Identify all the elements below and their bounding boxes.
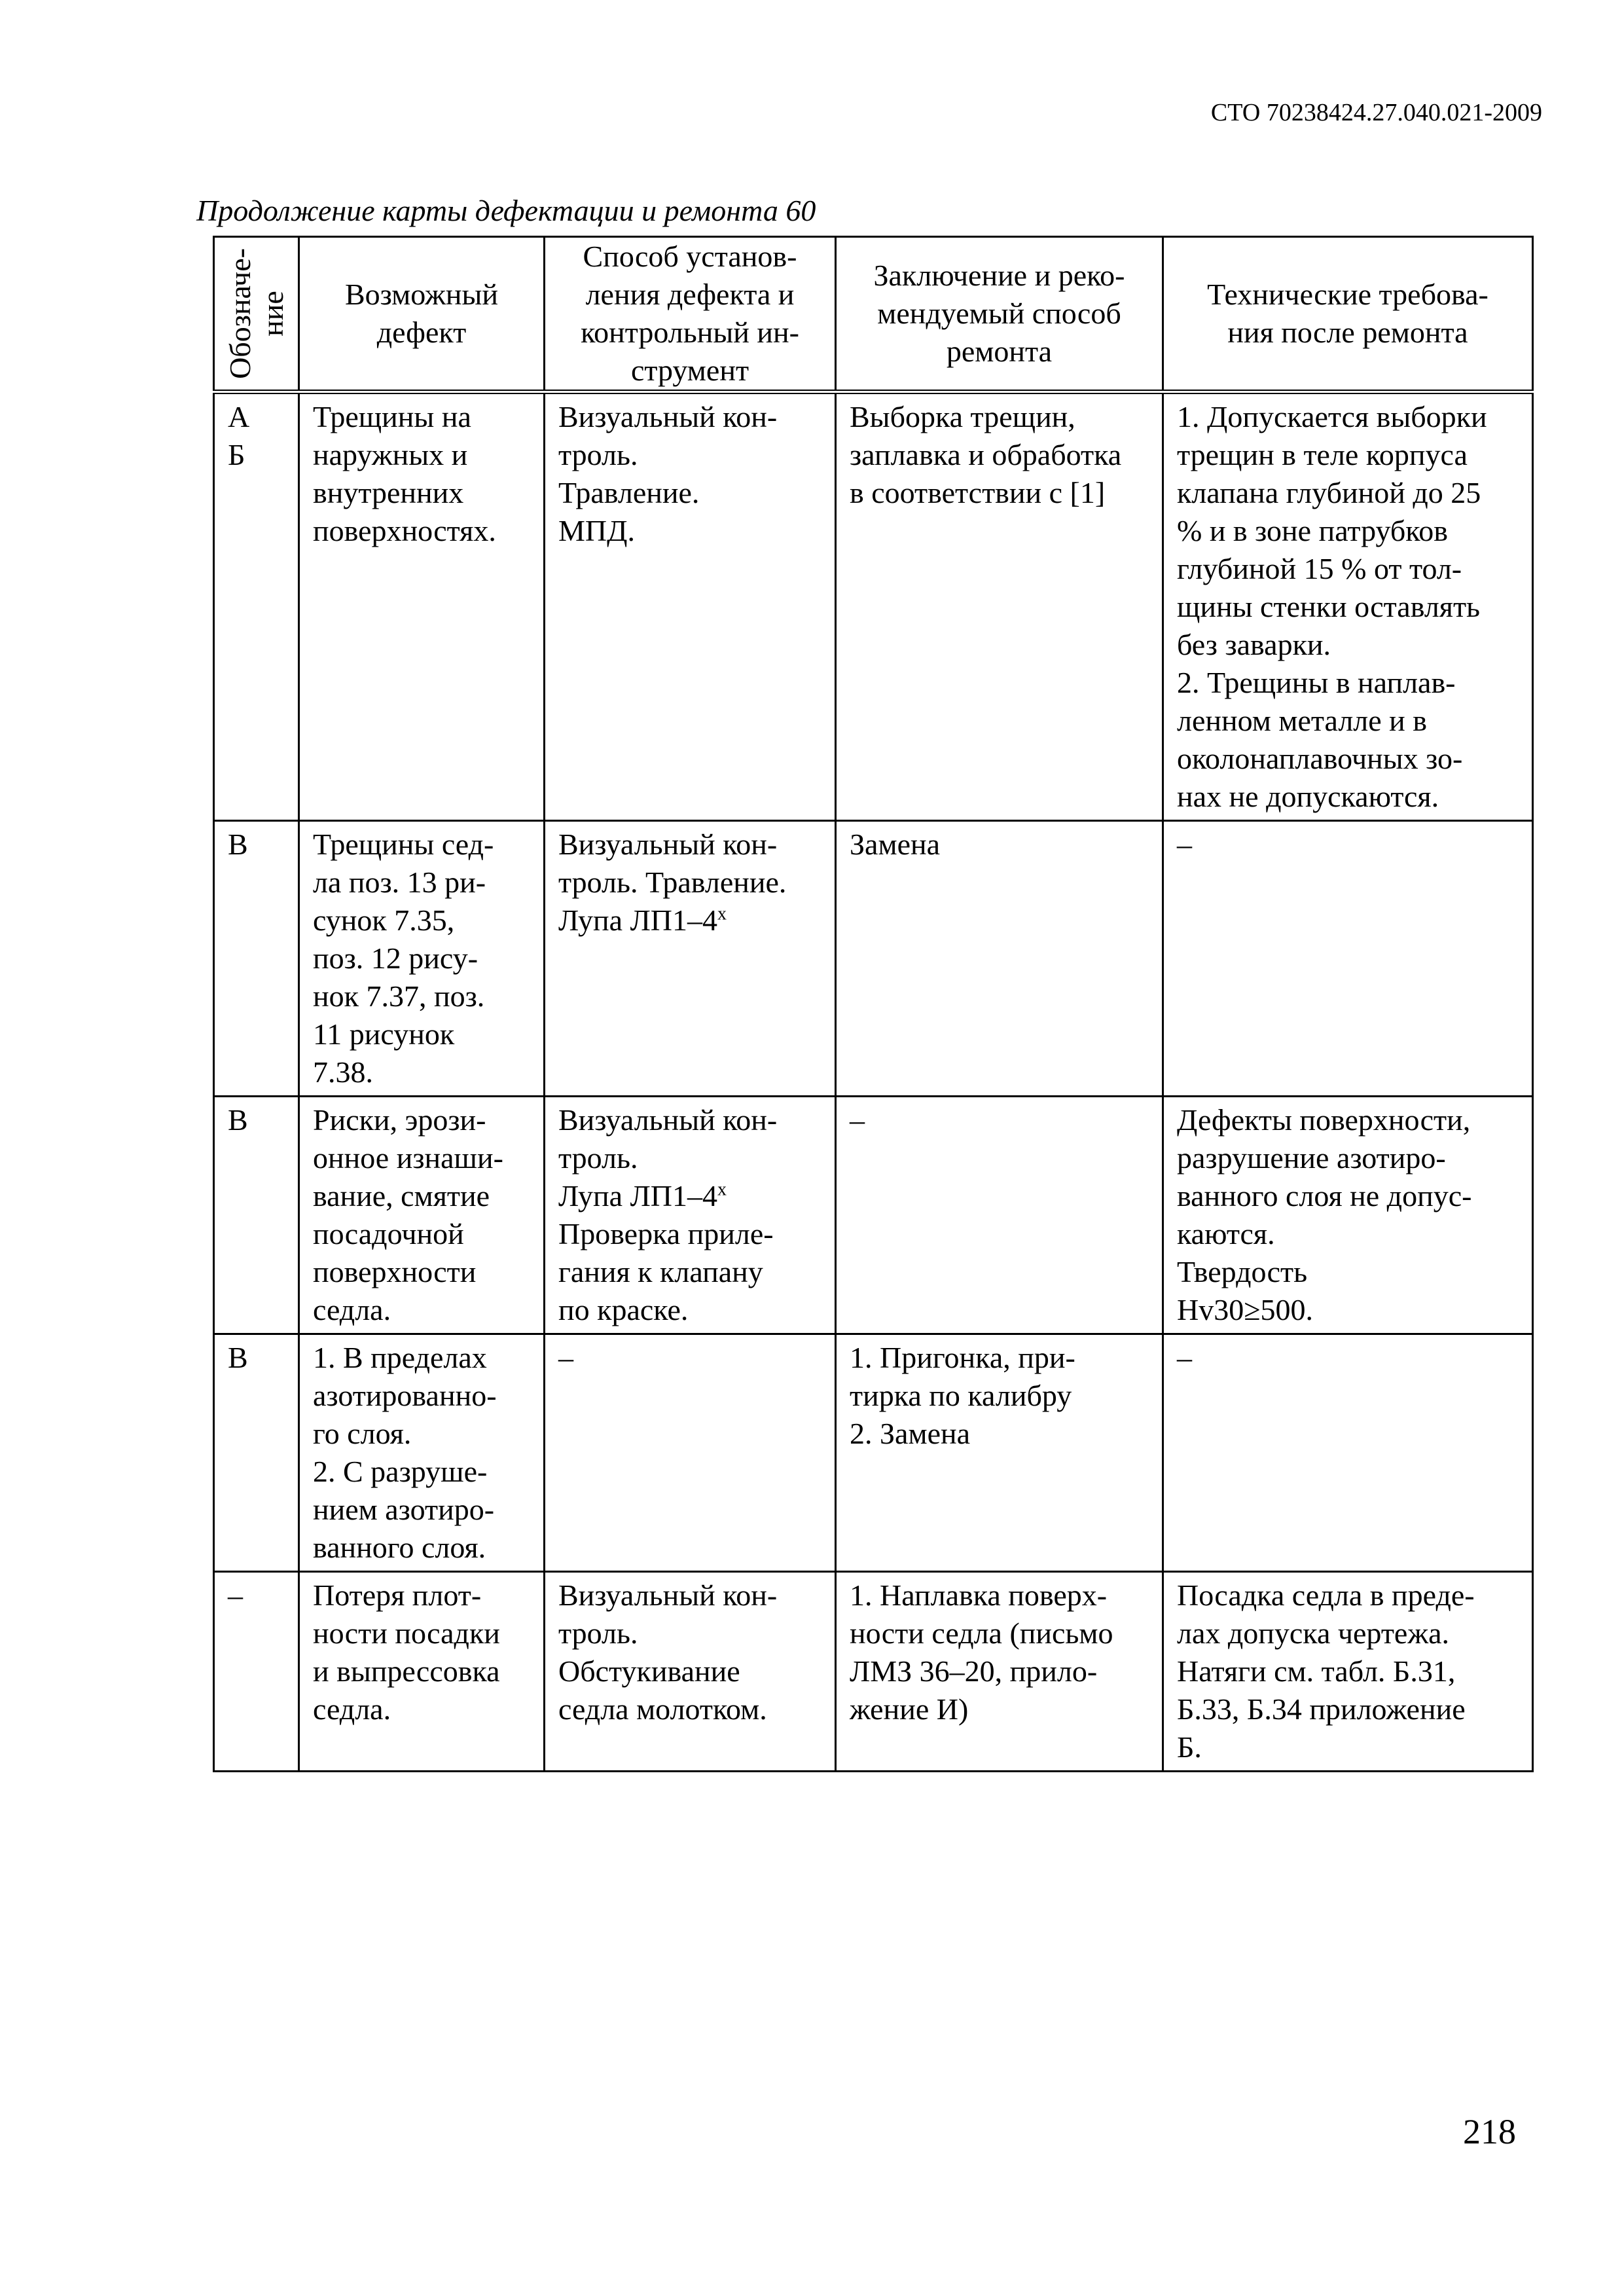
- table-caption: Продолжение карты дефектации и ремонта 60: [196, 194, 816, 227]
- table-row: [214, 821, 1533, 1097]
- lupa-label: Лупа ЛП1–4: [558, 903, 718, 937]
- cell-conclusion: [836, 392, 1163, 821]
- page-number: 218: [1463, 2112, 1516, 2151]
- header-line: Технические требова-: [1207, 278, 1489, 311]
- cell-line: [558, 902, 821, 939]
- cell-line: ности посадки: [313, 1616, 500, 1650]
- table-header-row: [214, 237, 1533, 392]
- cell-line: 2. Замена: [850, 1417, 971, 1450]
- cell-line: онное изнаши-: [313, 1141, 503, 1175]
- cell-line: Твердость: [1177, 1255, 1308, 1288]
- table-row: [214, 392, 1533, 821]
- cell-line: Замена: [850, 828, 941, 861]
- cell-designation: [214, 1572, 299, 1772]
- cell-line: % и в зоне патрубков: [1177, 514, 1449, 547]
- cell-designation: [214, 1334, 299, 1572]
- cell-line: В: [228, 1103, 248, 1137]
- cell-line: наружных и: [313, 438, 468, 471]
- cell-requirements: [1163, 1097, 1533, 1334]
- cell-defect: [299, 1097, 545, 1334]
- cell-line: каются.: [1177, 1217, 1275, 1250]
- defect-repair-table: [213, 236, 1534, 1772]
- cell-line: ванного слоя не допус-: [1177, 1179, 1472, 1212]
- cell-line: щины стенки оставлять: [1177, 590, 1481, 623]
- cell-line: Проверка приле-: [558, 1217, 774, 1250]
- header-line: Заключение и реко-: [873, 259, 1125, 292]
- cell-line: Обстукивание: [558, 1654, 740, 1688]
- cell-line: Потеря плот-: [313, 1578, 482, 1612]
- cell-line: лах допуска чертежа.: [1177, 1616, 1450, 1650]
- cell-line: седла.: [313, 1293, 391, 1326]
- cell-line: седла.: [313, 1692, 391, 1726]
- cell-line: разрушение азотиро-: [1177, 1141, 1446, 1175]
- superscript: х: [717, 1179, 727, 1200]
- cell-line: в соответствии с [1]: [850, 476, 1106, 509]
- cell-line: Травление.: [558, 476, 700, 509]
- cell-method: [545, 392, 836, 821]
- header-method: [545, 237, 836, 392]
- cell-conclusion: [836, 1334, 1163, 1572]
- cell-line: и выпрессовка: [313, 1654, 500, 1688]
- cell-line: без заварки.: [1177, 628, 1331, 661]
- cell-line: 1. В пределах: [313, 1341, 487, 1374]
- cell-line: 1. Пригонка, при-: [850, 1341, 1075, 1374]
- table-row: [214, 1097, 1533, 1334]
- cell-line: гания к клапану: [558, 1255, 763, 1288]
- cell-line: поверхности: [313, 1255, 477, 1288]
- cell-line: нием азотиро-: [313, 1493, 495, 1526]
- header-line: мендуемый способ: [877, 297, 1121, 330]
- cell-line: Трещины сед-: [313, 828, 494, 861]
- cell-line: по краске.: [558, 1293, 689, 1326]
- cell-requirements: [1163, 821, 1533, 1097]
- header-line: ления дефекта и: [585, 278, 795, 311]
- cell-line: ности седла (письмо: [850, 1616, 1113, 1650]
- cell-requirements: [1163, 1572, 1533, 1772]
- cell-line: нок 7.37, поз.: [313, 979, 485, 1013]
- cell-line: Визуальный кон-: [558, 1103, 778, 1137]
- cell-line: Визуальный кон-: [558, 1578, 778, 1612]
- cell-defect: [299, 821, 545, 1097]
- cell-line: Дефекты поверхности,: [1177, 1103, 1471, 1137]
- header-line: ния после ремонта: [1227, 316, 1468, 349]
- cell-line: ла поз. 13 ри-: [313, 866, 486, 899]
- cell-line: Б: [228, 438, 245, 471]
- cell-line: околонаплавочных зо-: [1177, 742, 1463, 775]
- cell-conclusion: [836, 1097, 1163, 1334]
- cell-line: –: [228, 1578, 243, 1612]
- cell-method: [545, 1334, 836, 1572]
- cell-line: Б.33, Б.34 приложение: [1177, 1692, 1466, 1726]
- cell-line: 11 рисунок: [313, 1017, 455, 1051]
- header-designation: [214, 237, 299, 392]
- cell-line: Трещины на: [313, 400, 471, 433]
- document-code: СТО 70238424.27.040.021-2009: [1210, 99, 1542, 126]
- cell-line: заплавка и обработка: [850, 438, 1122, 471]
- header-line: Обозначе-: [223, 248, 257, 379]
- cell-line: седла молотком.: [558, 1692, 767, 1726]
- cell-method: [545, 1097, 836, 1334]
- cell-line: [558, 1177, 821, 1215]
- cell-line: А: [228, 400, 250, 433]
- cell-method: [545, 821, 836, 1097]
- cell-line: внутренних: [313, 476, 464, 509]
- header-line: ние: [255, 291, 289, 337]
- cell-line: вание, смятие: [313, 1179, 490, 1212]
- cell-line: Выборка трещин,: [850, 400, 1075, 433]
- cell-line: тирка по калибру: [850, 1379, 1072, 1412]
- cell-line: Б.: [1177, 1730, 1202, 1764]
- cell-line: азотированно-: [313, 1379, 497, 1412]
- cell-line: клапана глубиной до 25: [1177, 476, 1481, 509]
- cell-line: –: [558, 1341, 573, 1374]
- cell-line: троль.: [558, 1616, 638, 1650]
- cell-line: –: [1177, 1341, 1192, 1374]
- cell-line: троль. Травление.: [558, 866, 787, 899]
- cell-line: Визуальный кон-: [558, 400, 778, 433]
- cell-line: 1. Допускается выборки: [1177, 400, 1487, 433]
- cell-line: ЛМЗ 36–20, прило-: [850, 1654, 1098, 1688]
- header-defect: [299, 237, 545, 392]
- cell-defect: [299, 1572, 545, 1772]
- cell-method: [545, 1572, 836, 1772]
- cell-line: поверхностях.: [313, 514, 496, 547]
- cell-line: Визуальный кон-: [558, 828, 778, 861]
- cell-line: В: [228, 828, 248, 861]
- cell-line: ванного слоя.: [313, 1531, 486, 1564]
- header-line: струмент: [630, 354, 749, 387]
- table-row: [214, 1334, 1533, 1572]
- cell-requirements: [1163, 392, 1533, 821]
- superscript: х: [717, 903, 727, 924]
- header-line: дефект: [376, 316, 467, 349]
- cell-line: В: [228, 1341, 248, 1374]
- cell-line: –: [1177, 828, 1192, 861]
- cell-line: троль.: [558, 1141, 638, 1175]
- cell-line: троль.: [558, 438, 638, 471]
- cell-designation: [214, 392, 299, 821]
- cell-line: поз. 12 рису-: [313, 941, 478, 975]
- cell-line: трещин в теле корпуса: [1177, 438, 1468, 471]
- cell-defect: [299, 1334, 545, 1572]
- header-line: Способ установ-: [583, 240, 797, 273]
- defect-table-wrapper: [213, 236, 1532, 1772]
- table-row: [214, 1572, 1533, 1772]
- cell-line: жение И): [850, 1692, 969, 1726]
- cell-line: го слоя.: [313, 1417, 412, 1450]
- cell-line: нах не допускаются.: [1177, 780, 1439, 813]
- cell-line: 1. Наплавка поверх-: [850, 1578, 1108, 1612]
- cell-conclusion: [836, 821, 1163, 1097]
- cell-line: МПД.: [558, 514, 635, 547]
- cell-line: посадочной: [313, 1217, 464, 1250]
- header-conclusion: [836, 237, 1163, 392]
- cell-line: ленном металле и в: [1177, 704, 1428, 737]
- header-requirements: [1163, 237, 1533, 392]
- header-line: ремонта: [946, 335, 1053, 368]
- cell-line: Натяги см. табл. Б.31,: [1177, 1654, 1456, 1688]
- header-line: Возможный: [344, 278, 499, 311]
- cell-line: Посадка седла в преде-: [1177, 1578, 1475, 1612]
- cell-line: –: [850, 1103, 865, 1137]
- cell-line: 7.38.: [313, 1055, 373, 1089]
- lupa-label: Лупа ЛП1–4: [558, 1179, 718, 1212]
- cell-conclusion: [836, 1572, 1163, 1772]
- header-line: контрольный ин-: [581, 316, 799, 349]
- cell-designation: [214, 1097, 299, 1334]
- cell-requirements: [1163, 1334, 1533, 1572]
- cell-line: Hv30≥500.: [1177, 1293, 1313, 1326]
- cell-line: 2. Трещины в наплав-: [1177, 666, 1456, 699]
- cell-line: Риски, эрози-: [313, 1103, 486, 1137]
- cell-designation: [214, 821, 299, 1097]
- cell-line: сунок 7.35,: [313, 903, 455, 937]
- cell-line: глубиной 15 % от тол-: [1177, 552, 1462, 585]
- cell-defect: [299, 392, 545, 821]
- cell-line: 2. С разруше-: [313, 1455, 488, 1488]
